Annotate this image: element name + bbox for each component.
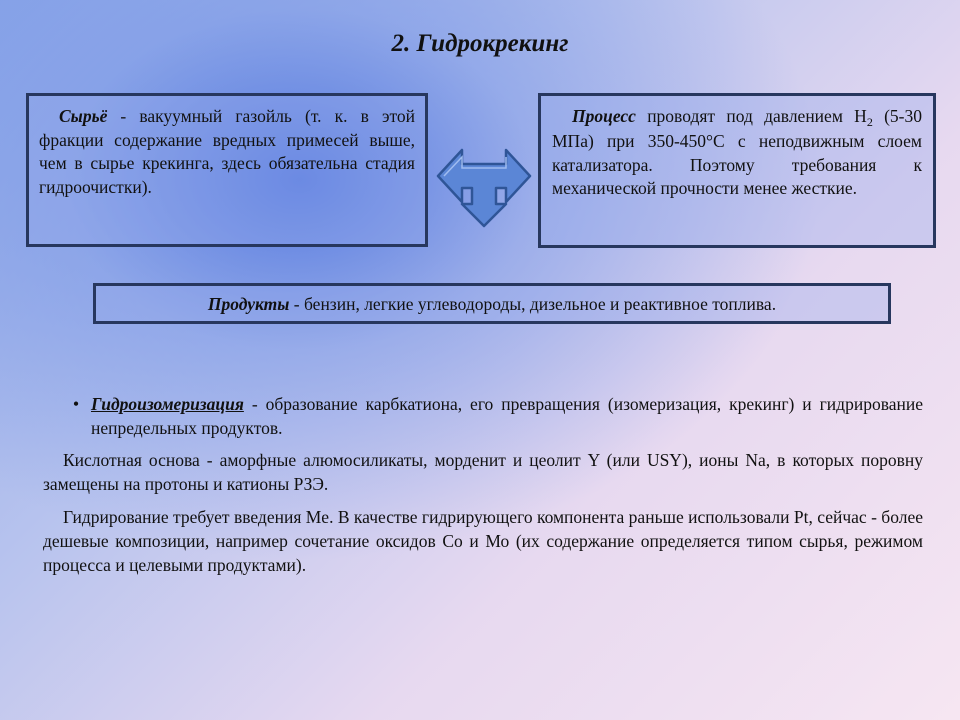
products-term: Продукты [207, 294, 290, 314]
raw-material-term: Сырьё [59, 106, 108, 126]
body-text [43, 392, 923, 577]
bullet-description: - образование карбкатиона, его превращения (изомеризация, крекинг) и гидрирование непредельных продуктов. [91, 394, 923, 439]
three-way-arrow-icon [436, 142, 532, 228]
products-text: - бензин, легкие углеводороды, дизельное и реактивное топлива. [289, 294, 777, 314]
bullet-symbol: • [72, 394, 80, 414]
process-text-before: проводят под давлением H [635, 106, 867, 126]
page-title: 2. Гидрокрекинг [391, 30, 569, 57]
process-subscript: 2 [866, 115, 873, 129]
process-box [538, 93, 936, 248]
process-text-after: (5-30 МПа) при 350-450°С с неподвижным слоем катализатора. Поэтому требования к механической прочности менее жесткие. [552, 106, 922, 199]
bullet-text [91, 392, 923, 440]
paragraph-acid-base: Кислотная основа - аморфные алюмосиликаты, морденит и цеолит Y (или USY), ионы Na, в которых поровну замещены на протоны и катионы РЗЭ. [43, 450, 923, 495]
process-term: Процесс [572, 106, 636, 126]
raw-material-text: - вакуумный газойль (т. к. в этой фракции содержание вредных примесей выше, чем в сырье крекинга, здесь обязательна стадия гидроочистки). [39, 106, 415, 197]
raw-material-box [26, 93, 428, 247]
paragraph-hydrogenation: Гидрирование требует введения Me. В качестве гидрирующего компонента раньше использовали Pt, сейчас - более дешевые композиции, например сочетание оксидов Со и Мо (их содержание определяется типом сырья, режимом процесса и целевыми продуктами). [43, 506, 923, 575]
products-box [93, 283, 891, 324]
bullet-item [43, 392, 923, 440]
bullet-term: Гидроизомеризация [91, 394, 244, 414]
